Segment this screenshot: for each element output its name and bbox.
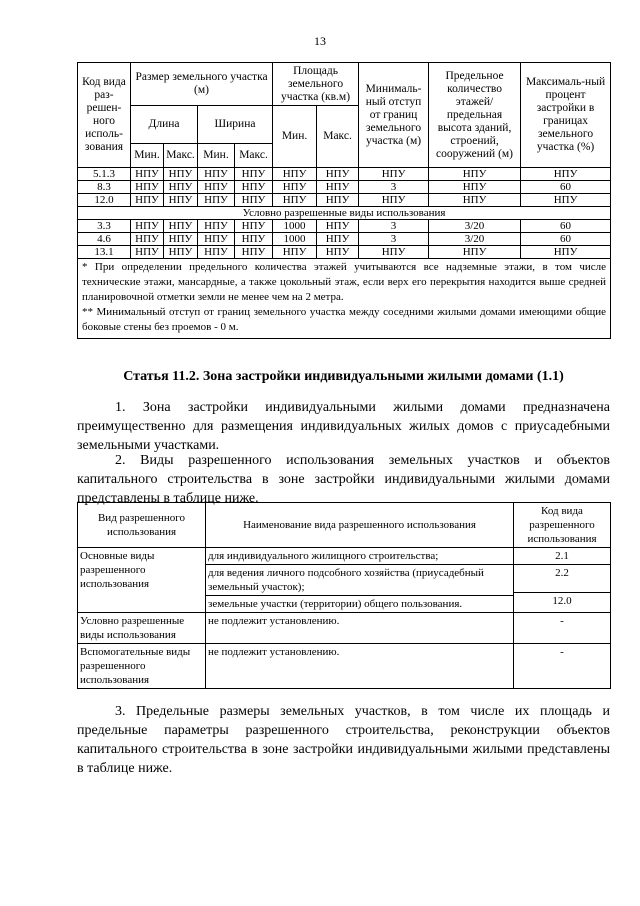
- table-cell: НПУ: [198, 168, 235, 181]
- table-cell: 3: [359, 181, 429, 194]
- table-cell: НПУ: [131, 194, 164, 207]
- table-cell: НПУ: [131, 233, 164, 246]
- rows-main: [78, 168, 611, 207]
- table-row: [78, 220, 611, 233]
- header-use-name: Наименование вида разрешенного использования: [206, 503, 514, 548]
- main-use-code: 2.2: [514, 565, 610, 593]
- table-cell: НПУ: [198, 220, 235, 233]
- row-code-cell: 13.1: [78, 246, 131, 259]
- table-cell: НПУ: [235, 233, 273, 246]
- table-cell: НПУ: [198, 194, 235, 207]
- table-cell: 3: [359, 233, 429, 246]
- header-area-min: Мин.: [273, 106, 317, 168]
- header-setback: Минималь-ный отступ от границ земельного участка (м): [359, 63, 429, 168]
- table-cell: НПУ: [164, 194, 198, 207]
- main-use-code: 2.1: [514, 548, 610, 565]
- header-width-min: Мин.: [198, 144, 235, 168]
- table-cell: НПУ: [359, 168, 429, 181]
- table-cell: 1000: [273, 233, 317, 246]
- table-row: [78, 181, 611, 194]
- table-cell: НПУ: [164, 220, 198, 233]
- table-row: [78, 194, 611, 207]
- header-floors: Предельное количество этажей/ предельная высота зданий, строений, сооружений (м): [429, 63, 521, 168]
- conditional-uses-name: не подлежит установлению.: [206, 613, 514, 644]
- header-length-max: Макс.: [164, 144, 198, 168]
- table-cell: НПУ: [429, 181, 521, 194]
- table-cell: 1000: [273, 220, 317, 233]
- table-cell: НПУ: [164, 233, 198, 246]
- table-cell: НПУ: [359, 246, 429, 259]
- main-use-name: земельные участки (территории) общего пользования.: [208, 598, 463, 610]
- table-cell: НПУ: [521, 168, 611, 181]
- table-cell: НПУ: [131, 181, 164, 194]
- conditional-heading: Условно разрешенные виды использования: [78, 207, 611, 220]
- auxiliary-uses-name: не подлежит установлению.: [206, 644, 514, 689]
- header-length: Длина: [131, 106, 198, 144]
- paragraph-3: 3. Предельные размеры земельных участков, в том числе их площадь и предельные параметры разрешенного строительства, реконструкции объектов капитального строительства в зоне застройки индивидуальными жилыми представлены в таблице ниже.: [77, 704, 610, 776]
- header-use-code: Код вида разрешенного использования: [514, 503, 611, 548]
- main-use-code: 12.0: [552, 595, 572, 607]
- table-cell: НПУ: [317, 168, 359, 181]
- table-cell: НПУ: [164, 168, 198, 181]
- row-code-cell: 4.6: [78, 233, 131, 246]
- table-cell: НПУ: [235, 194, 273, 207]
- rows-conditional: [78, 220, 611, 259]
- main-use-name: для индивидуального жилищного строительства;: [206, 548, 513, 565]
- header-area: Площадь земельного участка (кв.м): [273, 63, 359, 106]
- table-cell: НПУ: [131, 246, 164, 259]
- conditional-uses-code: -: [514, 613, 611, 644]
- table-cell: 3/20: [429, 233, 521, 246]
- row-code-cell: 12.0: [78, 194, 131, 207]
- page-number: 13: [314, 34, 326, 48]
- table-cell: НПУ: [235, 220, 273, 233]
- header-code: Код вида раз-решен-ного исполь-зования: [78, 63, 131, 168]
- table-row: [78, 168, 611, 181]
- header-area-max: Макс.: [317, 106, 359, 168]
- table-cell: НПУ: [317, 220, 359, 233]
- main-uses-codes: [514, 548, 611, 613]
- table-cell: НПУ: [521, 246, 611, 259]
- table-cell: НПУ: [164, 181, 198, 194]
- header-width: Ширина: [198, 106, 273, 144]
- table-cell: НПУ: [317, 181, 359, 194]
- header-use-type: Вид разрешенного использования: [78, 503, 206, 548]
- article-heading: Статья 11.2. Зона застройки индивидуальными жилыми домами (1.1): [123, 369, 564, 384]
- table-cell: НПУ: [273, 194, 317, 207]
- header-length-min: Мин.: [131, 144, 164, 168]
- paragraph-2: 2. Виды разрешенного использования земельных участков и объектов капитального строительства в зоне застройки индивидуальными жилыми домами представлены в таблице ниже.: [77, 453, 610, 506]
- table-cell: 60: [521, 181, 611, 194]
- table-cell: НПУ: [273, 246, 317, 259]
- row-code-cell: 8.3: [78, 181, 131, 194]
- table-cell: НПУ: [317, 246, 359, 259]
- table-cell: НПУ: [198, 233, 235, 246]
- table-cell: НПУ: [164, 246, 198, 259]
- row-code-cell: 3.3: [78, 220, 131, 233]
- main-uses-label: Основные виды разрешенного использования: [78, 548, 206, 613]
- table-cell: НПУ: [273, 181, 317, 194]
- main-use-name: для ведения личного подсобного хозяйства (приусадебный земельный участок);: [206, 565, 513, 596]
- auxiliary-uses-code: -: [514, 644, 611, 689]
- table-cell: НПУ: [429, 194, 521, 207]
- limits-table: [77, 62, 611, 339]
- table-cell: 60: [521, 220, 611, 233]
- table-row: [78, 233, 611, 246]
- table-cell: НПУ: [429, 246, 521, 259]
- table-cell: НПУ: [235, 181, 273, 194]
- table-cell: НПУ: [131, 220, 164, 233]
- header-coverage: Максималь-ный процент застройки в границах земельного участка (%): [521, 63, 611, 168]
- table-cell: НПУ: [131, 168, 164, 181]
- header-width-max: Макс.: [235, 144, 273, 168]
- auxiliary-uses-label: Вспомогательные виды разрешенного использования: [78, 644, 206, 689]
- table-cell: НПУ: [317, 194, 359, 207]
- table-cell: 3: [359, 220, 429, 233]
- note-2: ** Минимальный отступ от границ земельного участка между соседними жилыми домами имеющими общие боковые стены без проемов - 0 м.: [82, 306, 607, 333]
- row-code-cell: 5.1.3: [78, 168, 131, 181]
- table-cell: НПУ: [359, 194, 429, 207]
- table-cell: НПУ: [235, 246, 273, 259]
- table-cell: НПУ: [198, 181, 235, 194]
- table-cell: НПУ: [235, 168, 273, 181]
- notes: [78, 259, 611, 339]
- uses-table: [77, 502, 611, 689]
- table-cell: НПУ: [273, 168, 317, 181]
- header-size: Размер земельного участка (м): [131, 63, 273, 106]
- table-cell: 60: [521, 233, 611, 246]
- table-row: [78, 246, 611, 259]
- note-1: * При определении предельного количества этажей учитываются все надземные этажи, в том числе технические этажи, мансардные, а также цокольный этаж, если верх его перекрытия находится выше средней планировочной отметки земли не менее чем на 2 метра.: [82, 261, 607, 303]
- table-cell: 3/20: [429, 220, 521, 233]
- table-cell: НПУ: [317, 233, 359, 246]
- table-cell: НПУ: [429, 168, 521, 181]
- paragraph-1: 1. Зона застройки индивидуальными жилыми домами предназначена преимущественно для размещения индивидуальных жилых домов с приусадебными земельными участками.: [77, 400, 610, 453]
- table-cell: НПУ: [521, 194, 611, 207]
- conditional-uses-label: Условно разрешенные виды использования: [78, 613, 206, 644]
- table-cell: НПУ: [198, 246, 235, 259]
- main-uses-names: [206, 548, 514, 613]
